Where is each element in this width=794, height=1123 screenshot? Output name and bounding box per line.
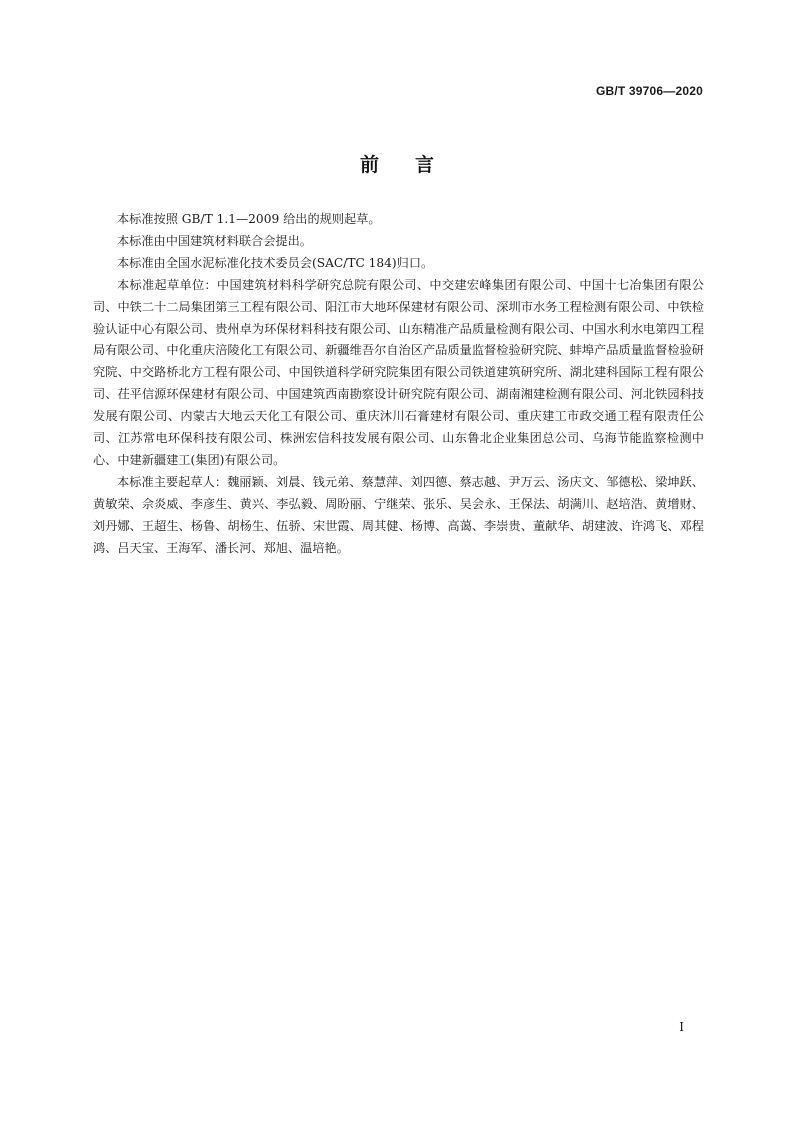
page-number: I xyxy=(679,1020,684,1034)
body-text xyxy=(93,209,704,560)
paragraph-proposer: 本标准由中国建筑材料联合会提出。 xyxy=(117,233,312,248)
paragraph-drafting-rules: 本标准按照 GB/T 1.1—2009 给出的规则起草。 xyxy=(117,212,381,226)
page-title: 前言 xyxy=(359,154,470,176)
standard-code: GB/T 39706—2020 xyxy=(595,84,703,98)
paragraph-drafting-units: 本标准起草单位：中国建筑材料科学研究总院有限公司、中交建宏峰集团有限公司、中国十七冶集团有限公司、中铁二十二局集团第三工程有限公司、阳江市大地环保建材有限公司、深圳市水务工程检测有限公司、中铁检验认证中心有限公司、贵州卓为环保材料科技有限公司、山东精准产品质量检测有限公司、中国水利水电第四工程局有限公司、中化重庆涪陵化工有限公司、新疆维吾尔自治区产品质量监督检验研究院、蚌埠产品质量监督检验研究院、中交路桥北方工程有限公司、中国铁道科学研究院集团有限公司铁道建筑研究所、湖北建科国际工程有限公司、茌平信源环保建材有限公司、中国建筑西南勘察设计研究院有限公司、湖南湘建检测有限公司、河北铁园科技发展有限公司、内蒙古大地云天化工有限公司、重庆沐川石膏建材有限公司、重庆建工市政交通工程有限责任公司、江苏常电环保科技有限公司、株洲宏信科技发展有限公司、山东鲁北企业集团总公司、乌海节能监察检测中心、中建新疆建工(集团)有限公司。 xyxy=(93,277,704,467)
paragraph-drafters: 本标准主要起草人：魏丽颖、刘晨、钱元弟、蔡慧萍、刘四德、蔡志越、尹万云、汤庆文、邹德松、梁坤跃、黄敏荣、佘炎威、李彦生、黄兴、李弘毅、周盼丽、宁继荣、张乐、吴会永、王保法、胡满川、赵培浩、黄增财、刘丹娜、王超生、杨鲁、胡杨生、伍骄、宋世霞、周其健、杨博、高蔼、李崇贵、董献华、胡建波、许鸿飞、邓程鸿、吕天宝、王海军、潘长河、郑旭、温培艳。 xyxy=(93,474,704,555)
paragraph-administrator: 本标准由全国水泥标准化技术委员会(SAC/TC 184)归口。 xyxy=(117,255,434,270)
